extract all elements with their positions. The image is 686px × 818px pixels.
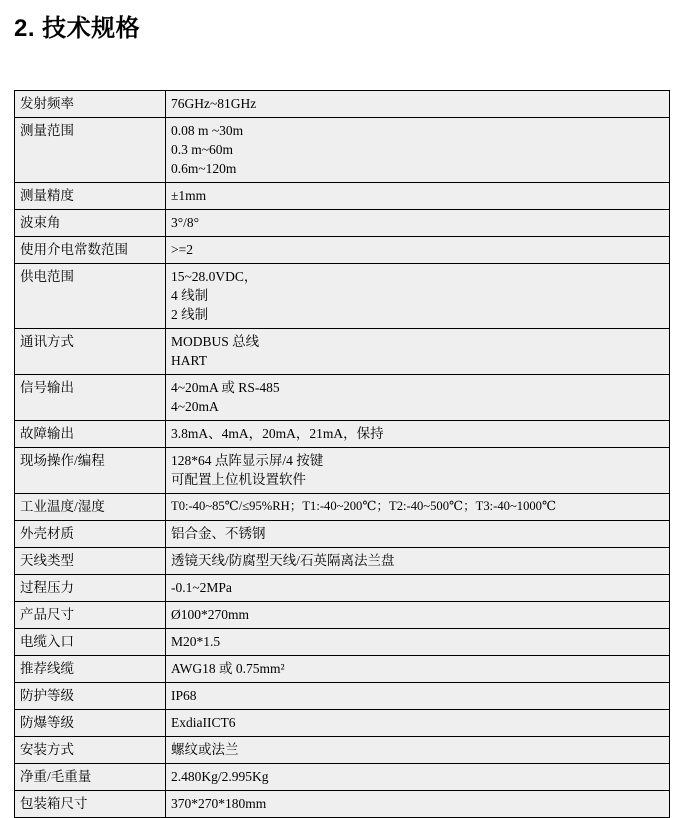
table-row [15, 183, 670, 210]
document-page [0, 12, 686, 811]
specification-table [14, 90, 670, 818]
table-row [15, 494, 670, 521]
spec-label-cell: 现场操作/编程 [15, 448, 166, 494]
page-title: 2. 技术规格 [14, 15, 141, 42]
spec-value-cell [166, 656, 670, 683]
spec-value-cell [166, 683, 670, 710]
spec-label-cell: 推荐线缆 [15, 656, 166, 683]
spec-value-cell [166, 629, 670, 656]
table-row [15, 264, 670, 329]
table-row [15, 548, 670, 575]
spec-value-cell [166, 791, 670, 818]
spec-label-cell: 电缆入口 [15, 629, 166, 656]
table-row [15, 521, 670, 548]
table-row [15, 210, 670, 237]
spec-value-cell [166, 237, 670, 264]
spec-value-cell [166, 421, 670, 448]
spec-value-cell [166, 118, 670, 183]
spec-label-cell: 使用介电常数范围 [15, 237, 166, 264]
spec-value-cell [166, 448, 670, 494]
spec-label-cell: 包装箱尺寸 [15, 791, 166, 818]
spec-value-line: T0:-40~85℃/≤95%RH；T1:-40~200℃；T2:-40~500℃；T3:-40~1000℃ [171, 499, 557, 513]
spec-value-line: 0.3 m~60m [171, 142, 234, 157]
spec-label-cell: 发射频率 [15, 91, 166, 118]
table-row [15, 791, 670, 818]
spec-value-cell [166, 548, 670, 575]
spec-label-cell: 外壳材质 [15, 521, 166, 548]
spec-value-line: 4~20mA [171, 399, 219, 414]
table-row [15, 329, 670, 375]
table-row [15, 683, 670, 710]
spec-value-line: 0.08 m ~30m [171, 123, 244, 138]
spec-value-line: 2.480Kg/2.995Kg [171, 769, 269, 784]
table-row [15, 737, 670, 764]
spec-value-line: Ø100*270mm [171, 607, 250, 622]
spec-value-line: M20*1.5 [171, 634, 221, 649]
table-row [15, 448, 670, 494]
spec-label-cell: 故障输出 [15, 421, 166, 448]
table-row [15, 629, 670, 656]
table-row [15, 91, 670, 118]
spec-value-line: HART [171, 353, 207, 368]
spec-value-line: 128*64 点阵显示屏/4 按键 [171, 453, 324, 468]
spec-label-cell: 工业温度/湿度 [15, 494, 166, 521]
spec-value-line: 螺纹或法兰 [171, 742, 239, 757]
spec-label-cell: 天线类型 [15, 548, 166, 575]
spec-label-cell: 过程压力 [15, 575, 166, 602]
spec-value-cell [166, 264, 670, 329]
specification-table-body [15, 91, 670, 818]
spec-value-line: 76GHz~81GHz [171, 96, 257, 111]
spec-label-cell: 波束角 [15, 210, 166, 237]
spec-label-cell: 净重/毛重量 [15, 764, 166, 791]
spec-value-line: 2 线制 [171, 307, 209, 322]
spec-value-cell [166, 575, 670, 602]
table-row [15, 421, 670, 448]
table-row [15, 764, 670, 791]
spec-value-line: ±1mm [171, 188, 207, 203]
spec-value-line: 透镜天线/防腐型天线/石英隔离法兰盘 [171, 553, 395, 568]
spec-label-cell: 通讯方式 [15, 329, 166, 375]
spec-value-line: -0.1~2MPa [171, 580, 232, 595]
table-row [15, 237, 670, 264]
spec-label-cell: 防护等级 [15, 683, 166, 710]
spec-value-line: IP68 [171, 688, 197, 703]
spec-value-cell [166, 375, 670, 421]
spec-label-cell: 信号输出 [15, 375, 166, 421]
spec-value-cell [166, 329, 670, 375]
spec-value-cell [166, 521, 670, 548]
table-row [15, 575, 670, 602]
spec-value-cell [166, 494, 670, 521]
table-row [15, 118, 670, 183]
spec-label-cell: 产品尺寸 [15, 602, 166, 629]
spec-value-line: 铝合金、不锈钢 [171, 526, 266, 541]
spec-label-cell: 测量范围 [15, 118, 166, 183]
spec-label-cell: 测量精度 [15, 183, 166, 210]
table-row [15, 656, 670, 683]
spec-value-line: ExdiaIICT6 [171, 715, 236, 730]
spec-value-cell [166, 91, 670, 118]
spec-value-line: 3°/8° [171, 215, 200, 230]
spec-value-cell [166, 737, 670, 764]
spec-label-cell: 安装方式 [15, 737, 166, 764]
spec-value-line: AWG18 或 0.75mm² [171, 661, 285, 676]
spec-value-line: 370*270*180mm [171, 796, 267, 811]
spec-label-cell: 供电范围 [15, 264, 166, 329]
spec-value-cell [166, 602, 670, 629]
spec-value-line: 可配置上位机设置软件 [171, 472, 306, 487]
spec-value-line: 4~20mA 或 RS-485 [171, 380, 280, 395]
spec-value-line: 0.6m~120m [171, 161, 237, 176]
spec-value-line: MODBUS 总线 [171, 334, 260, 349]
table-row [15, 375, 670, 421]
spec-label-cell: 防爆等级 [15, 710, 166, 737]
table-row [15, 602, 670, 629]
spec-value-line: 15~28.0VDC， [171, 269, 258, 284]
spec-value-cell [166, 183, 670, 210]
spec-value-line: >=2 [171, 242, 193, 257]
spec-value-cell [166, 764, 670, 791]
spec-value-line: 4 线制 [171, 288, 209, 303]
spec-value-cell [166, 210, 670, 237]
spec-value-line: 3.8mA、4mA，20mA，21mA，保持 [171, 426, 384, 441]
specification-table-container [14, 90, 670, 818]
